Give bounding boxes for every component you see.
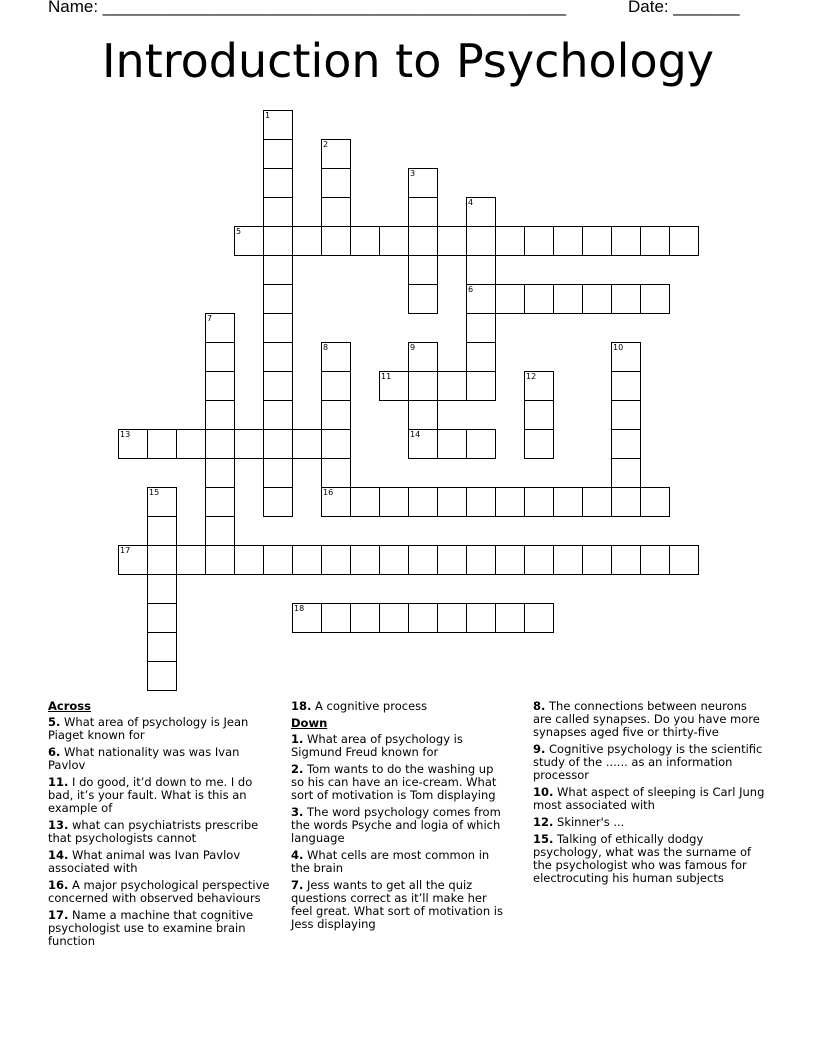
grid-cell[interactable]	[524, 429, 554, 459]
down-heading: Down	[291, 716, 328, 730]
clue-down-12: 12. Skinner's ...	[533, 815, 625, 829]
grid-cell[interactable]	[350, 226, 380, 256]
grid-cell[interactable]	[263, 545, 293, 575]
grid-cell[interactable]	[176, 545, 206, 575]
grid-cell[interactable]	[408, 487, 438, 517]
grid-cell[interactable]	[263, 168, 293, 198]
grid-cell[interactable]	[437, 545, 467, 575]
grid-cell[interactable]	[408, 226, 438, 256]
grid-cell[interactable]	[524, 226, 554, 256]
clues-column-3	[533, 700, 765, 889]
grid-cell[interactable]	[263, 313, 293, 343]
grid-cell[interactable]	[553, 226, 583, 256]
grid-cell[interactable]	[263, 110, 293, 140]
grid-cell[interactable]	[321, 400, 351, 430]
clues-column-2	[291, 700, 509, 935]
grid-cell[interactable]	[321, 371, 351, 401]
clue-number: 5	[236, 227, 242, 236]
clue-across-5: 5. What area of psychology is Jean Piaget known for	[48, 715, 249, 742]
clue-number: 18	[294, 604, 305, 613]
grid-cell[interactable]	[263, 371, 293, 401]
grid-cell[interactable]	[408, 255, 438, 285]
grid-cell[interactable]	[495, 226, 525, 256]
clue-number: 17	[120, 546, 131, 555]
grid-cell[interactable]	[466, 313, 496, 343]
clue-number: 16	[323, 488, 334, 497]
clue-number: 10	[613, 343, 624, 352]
name-field-label: Name: _________________________________________________	[48, 0, 567, 16]
grid-cell[interactable]	[466, 429, 496, 459]
clue-down-2: 2. Tom wants to do the washing up so his can have an ice-cream. What sort of motivation is Tom displaying	[291, 762, 497, 802]
clue-down-9: 9. Cognitive psychology is the scientific study of the ...... as an information processor	[533, 742, 763, 782]
grid-cell[interactable]	[147, 487, 177, 517]
grid-cell[interactable]	[466, 284, 496, 314]
grid-cell[interactable]	[611, 226, 641, 256]
grid-cell[interactable]	[350, 603, 380, 633]
grid-cell[interactable]	[321, 342, 351, 372]
grid-cell[interactable]	[495, 487, 525, 517]
grid-cell[interactable]	[263, 429, 293, 459]
page-title: Introduction to Psychology	[101, 34, 715, 88]
clue-number: 9	[410, 343, 416, 352]
clue-number: 2	[323, 140, 329, 149]
clue-across-11: 11. I do good, it’d down to me. I do bad, it’s your fault. What is this an example of	[48, 775, 253, 815]
clue-number: 1	[265, 111, 271, 120]
clue-down-15: 15. Talking of ethically dodgy psychology, what was the surname of the psychologist who was famous for electrocuting his human subjects	[533, 832, 752, 885]
clue-down-10: 10. What aspect of sleeping is Carl Jung most associated with	[533, 785, 765, 812]
grid-cell[interactable]	[321, 197, 351, 227]
grid-cell[interactable]	[524, 400, 554, 430]
grid-cell[interactable]	[466, 603, 496, 633]
grid-cell[interactable]	[321, 139, 351, 169]
grid-cell[interactable]	[379, 545, 409, 575]
grid-cell[interactable]	[321, 168, 351, 198]
grid-cell[interactable]	[466, 342, 496, 372]
grid-cell[interactable]	[495, 603, 525, 633]
grid-cell[interactable]	[466, 545, 496, 575]
grid-cell[interactable]	[379, 487, 409, 517]
grid-cell[interactable]	[408, 342, 438, 372]
grid-cell[interactable]	[553, 284, 583, 314]
clue-down-7: 7. Jess wants to get all the quiz questions correct as it’ll make her feel great. What sort of motivation is Jess displaying	[291, 878, 503, 931]
grid-cell[interactable]	[408, 168, 438, 198]
grid-cell[interactable]	[205, 400, 235, 430]
clue-number: 7	[207, 314, 213, 323]
grid-cell[interactable]	[147, 603, 177, 633]
grid-cell[interactable]	[263, 284, 293, 314]
date-field-label: Date: _______	[628, 0, 740, 16]
grid-cell[interactable]	[582, 226, 612, 256]
grid-cell[interactable]	[582, 545, 612, 575]
grid-cell[interactable]	[611, 487, 641, 517]
grid-cell[interactable]	[437, 487, 467, 517]
grid-cell[interactable]	[611, 545, 641, 575]
grid-cell[interactable]	[147, 661, 177, 691]
grid-cell[interactable]	[582, 284, 612, 314]
grid-cell[interactable]	[205, 545, 235, 575]
clue-across-17: 17. Name a machine that cognitive psychologist use to examine brain function	[48, 908, 254, 948]
clue-number: 15	[149, 488, 160, 497]
clue-across-18: 18. A cognitive process	[291, 699, 428, 713]
grid-cell[interactable]	[611, 400, 641, 430]
grid-cell[interactable]	[321, 487, 351, 517]
grid-cell[interactable]	[263, 197, 293, 227]
clue-number: 11	[381, 372, 392, 381]
clue-across-16: 16. A major psychological perspective concerned with observed behaviours	[48, 878, 270, 905]
clue-across-14: 14. What animal was Ivan Pavlov associated with	[48, 848, 241, 875]
grid-cell[interactable]	[640, 487, 670, 517]
grid-cell[interactable]	[640, 284, 670, 314]
grid-cell[interactable]	[669, 545, 699, 575]
clue-down-8: 8. The connections between neurons are called synapses. Do you have more synapses aged five or thirty-five	[533, 699, 760, 739]
grid-cell[interactable]	[350, 487, 380, 517]
grid-cell[interactable]	[263, 342, 293, 372]
clue-number: 6	[468, 285, 474, 294]
grid-cell[interactable]	[408, 429, 438, 459]
grid-cell[interactable]	[147, 632, 177, 662]
grid-cell[interactable]	[263, 487, 293, 517]
grid-cell[interactable]	[350, 545, 380, 575]
grid-cell[interactable]	[495, 545, 525, 575]
grid-cell[interactable]	[553, 487, 583, 517]
grid-cell[interactable]	[408, 603, 438, 633]
across-heading: Across	[48, 699, 91, 713]
grid-cell[interactable]	[611, 458, 641, 488]
grid-cell[interactable]	[466, 226, 496, 256]
grid-cell[interactable]	[408, 545, 438, 575]
grid-cell[interactable]	[263, 139, 293, 169]
grid-cell[interactable]	[466, 487, 496, 517]
clue-number: 13	[120, 430, 131, 439]
grid-cell[interactable]	[524, 371, 554, 401]
clues-column-1	[48, 700, 276, 952]
grid-cell[interactable]	[466, 197, 496, 227]
grid-cell[interactable]	[379, 371, 409, 401]
grid-cell[interactable]	[640, 226, 670, 256]
grid-cell[interactable]	[321, 603, 351, 633]
grid-cell[interactable]	[118, 545, 148, 575]
grid-cell[interactable]	[437, 429, 467, 459]
clue-number: 3	[410, 169, 416, 178]
grid-cell[interactable]	[379, 603, 409, 633]
grid-cell[interactable]	[205, 429, 235, 459]
grid-cell[interactable]	[292, 429, 322, 459]
grid-cell[interactable]	[234, 226, 264, 256]
grid-cell[interactable]	[234, 429, 264, 459]
grid-cell[interactable]	[611, 342, 641, 372]
clue-across-6: 6. What nationality was was Ivan Pavlov	[48, 745, 240, 772]
grid-cell[interactable]	[205, 342, 235, 372]
grid-cell[interactable]	[321, 545, 351, 575]
grid-cell[interactable]	[205, 313, 235, 343]
grid-cell[interactable]	[611, 429, 641, 459]
grid-cell[interactable]	[437, 226, 467, 256]
grid-cell[interactable]	[321, 226, 351, 256]
grid-cell[interactable]	[147, 574, 177, 604]
clue-number: 12	[526, 372, 537, 381]
grid-cell[interactable]	[263, 400, 293, 430]
clue-down-3: 3. The word psychology comes from the words Psyche and logia of which language	[291, 805, 501, 845]
grid-cell[interactable]	[437, 603, 467, 633]
clue-number: 4	[468, 198, 474, 207]
grid-cell[interactable]	[524, 284, 554, 314]
grid-cell[interactable]	[408, 284, 438, 314]
grid-cell[interactable]	[524, 487, 554, 517]
grid-cell[interactable]	[611, 371, 641, 401]
clue-down-4: 4. What cells are most common in the brain	[291, 848, 490, 875]
clue-number: 14	[410, 430, 421, 439]
grid-cell[interactable]	[321, 429, 351, 459]
grid-cell[interactable]	[205, 516, 235, 546]
grid-cell[interactable]	[147, 545, 177, 575]
grid-cell[interactable]	[408, 371, 438, 401]
grid-cell[interactable]	[553, 545, 583, 575]
grid-cell[interactable]	[466, 371, 496, 401]
grid-cell[interactable]	[524, 545, 554, 575]
grid-cell[interactable]	[176, 429, 206, 459]
grid-cell[interactable]	[495, 284, 525, 314]
grid-cell[interactable]	[669, 226, 699, 256]
grid-cell[interactable]	[205, 458, 235, 488]
grid-cell[interactable]	[611, 284, 641, 314]
grid-cell[interactable]	[292, 603, 322, 633]
grid-cell[interactable]	[292, 226, 322, 256]
grid-cell[interactable]	[408, 197, 438, 227]
grid-cell[interactable]	[379, 226, 409, 256]
grid-cell[interactable]	[263, 255, 293, 285]
grid-cell[interactable]	[147, 429, 177, 459]
grid-cell[interactable]	[582, 487, 612, 517]
clue-number: 8	[323, 343, 329, 352]
grid-cell[interactable]	[263, 226, 293, 256]
grid-cell[interactable]	[466, 255, 496, 285]
grid-cell[interactable]	[408, 400, 438, 430]
grid-cell[interactable]	[118, 429, 148, 459]
grid-cell[interactable]	[147, 516, 177, 546]
grid-cell[interactable]	[437, 371, 467, 401]
clue-down-1: 1. What area of psychology is Sigmund Freud known for	[291, 732, 463, 759]
grid-cell[interactable]	[205, 371, 235, 401]
grid-cell[interactable]	[205, 487, 235, 517]
grid-cell[interactable]	[292, 545, 322, 575]
grid-cell[interactable]	[234, 545, 264, 575]
grid-cell[interactable]	[321, 458, 351, 488]
clue-across-13: 13. what can psychiatrists prescribe that psychologists cannot	[48, 818, 259, 845]
grid-cell[interactable]	[640, 545, 670, 575]
grid-cell[interactable]	[263, 458, 293, 488]
grid-cell[interactable]	[524, 603, 554, 633]
